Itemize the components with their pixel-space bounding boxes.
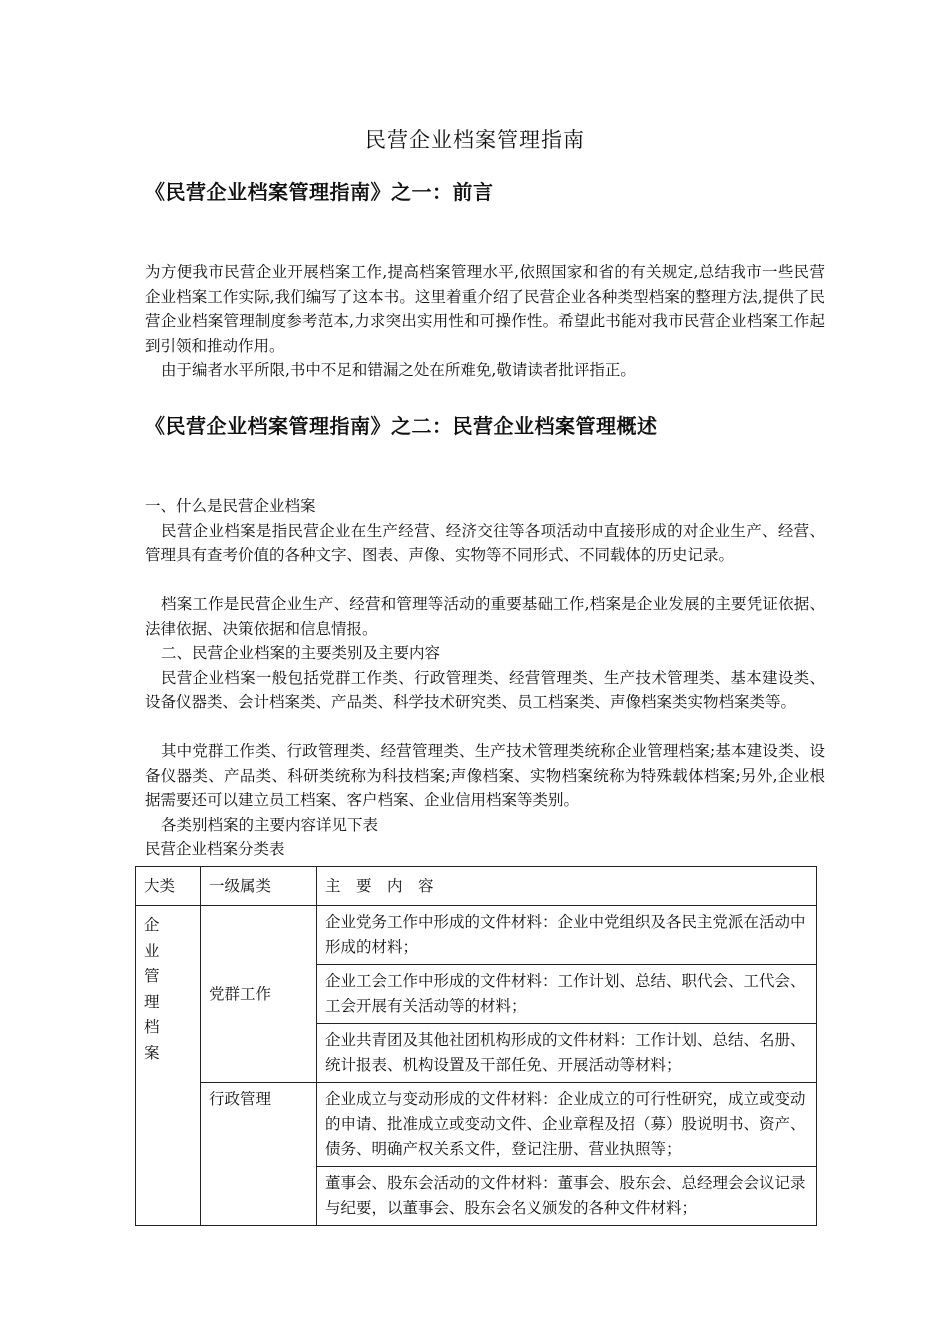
- major-category-label: 企业管理档案: [144, 916, 160, 1062]
- header-first-level: 一级属类: [201, 867, 317, 906]
- table-header-row: [136, 867, 817, 906]
- subsection1-title: 一、什么是民营企业档案: [145, 497, 316, 515]
- document-title: 民营企业档案管理指南: [365, 128, 585, 152]
- category-cell-admin: 行政管理: [201, 1083, 317, 1226]
- definition-paragraph: 民营企业档案是指民营企业在生产经营、经济交往等各项活动中直接形成的对企业生产、经营、管理具有查考价值的各种文字、图表、声像、实物等不同形式、不同载体的历史记录。: [145, 521, 825, 564]
- grouping-paragraph: 其中党群工作类、行政管理类、经营管理类、生产技术管理类统称企业管理档案;基本建设类、设备仪器类、产品类、科研类统称为科技档案;声像档案、实物档案统称为特殊载体档案;另外,企业根据需要还可以建立员工档案、客户档案、企业信用档案等类别。: [145, 742, 825, 809]
- content-cell: 董事会、股东会活动的文件材料：董事会、股东会、总经理会会议记录与纪要，以董事会、股东会名义颁发的各种文件材料；: [317, 1167, 817, 1226]
- content-cell: 企业工会工作中形成的文件材料：工作计划、总结、职代会、工代会、工会开展有关活动等的材料；: [317, 965, 817, 1024]
- preface-note: 由于编者水平所限,书中不足和错漏之处在所难免,敬请读者批评指正。: [161, 361, 636, 379]
- header-major-category: 大类: [136, 867, 201, 906]
- content-cell: 企业共青团及其他社团机构形成的文件材料：工作计划、总结、名册、统计报表、机构设置及干部任免、开展活动等材料；: [317, 1024, 817, 1083]
- categories-paragraph: 民营企业档案一般包括党群工作类、行政管理类、经营管理类、生产技术管理类、基本建设类、设备仪器类、会计档案类、产品类、科学技术研究类、员工档案类、声像档案类实物档案类等。: [145, 668, 825, 711]
- section1-heading: 《民营企业档案管理指南》之一：前言: [145, 180, 494, 204]
- content-cell: 企业党务工作中形成的文件材料：企业中党组织及各民主党派在活动中形成的材料；: [317, 906, 817, 965]
- table-row: [136, 1083, 817, 1167]
- classification-table: [135, 866, 817, 1226]
- table-intro: 各类别档案的主要内容详见下表: [161, 815, 379, 834]
- section2-heading: 《民营企业档案管理指南》之二：民营企业档案管理概述: [145, 414, 658, 438]
- preface-paragraph: 为方便我市民营企业开展档案工作,提高档案管理水平,依照国家和省的有关规定,总结我市一些民营企业档案工作实际,我们编写了这本书。这里着重介绍了民营企业各种类型档案的整理方法,提供了民营企业档案管理制度参考范本,力求突出实用性和可操作性。希望此书能对我市民营企业档案工作起到引领和推动作用。: [145, 263, 825, 355]
- table-row: [136, 906, 817, 965]
- table-caption: 民营企业档案分类表: [145, 840, 285, 858]
- header-main-content: 主 要 内 容: [317, 867, 817, 906]
- category-cell-party: 党群工作: [201, 906, 317, 1083]
- importance-paragraph: 档案工作是民营企业生产、经营和管理等活动的重要基础工作,档案是企业发展的主要凭证依据、法律依据、决策依据和信息情报。: [145, 595, 825, 638]
- major-category-cell: [136, 906, 201, 1226]
- subsection2-title: 二、民营企业档案的主要类别及主要内容: [161, 644, 441, 662]
- content-cell: 企业成立与变动形成的文件材料：企业成立的可行性研究，成立或变动的申请、批准成立或变动文件、企业章程及招（募）股说明书、资产、债务、明确产权关系文件，登记注册、营业执照等；: [317, 1083, 817, 1167]
